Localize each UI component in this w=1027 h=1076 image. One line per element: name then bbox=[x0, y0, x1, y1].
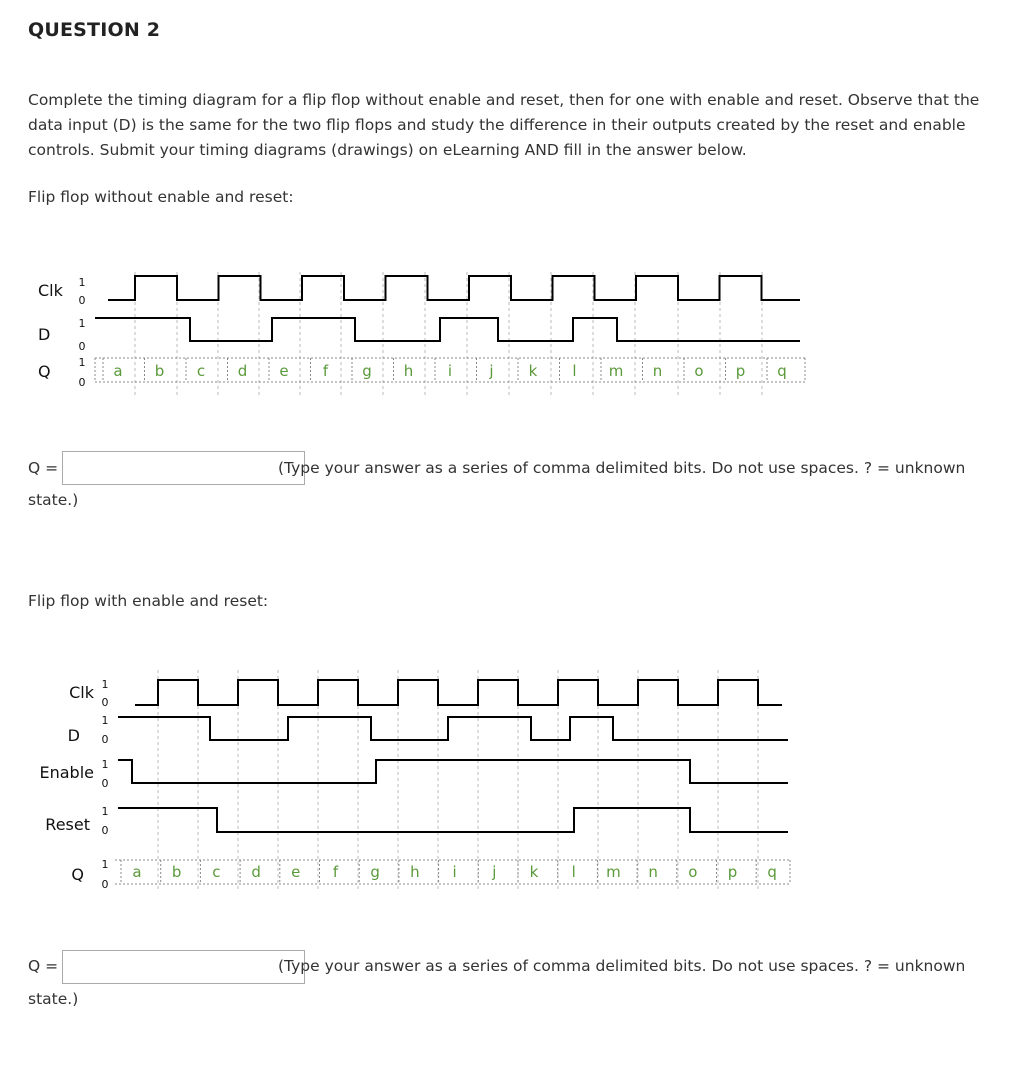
q2-answer-input[interactable] bbox=[62, 950, 305, 984]
d2-level-high: 1 bbox=[101, 714, 109, 727]
d1-slot-label: i bbox=[447, 362, 453, 380]
d2-slot-label: g bbox=[370, 863, 380, 881]
d2-slot-label: m bbox=[606, 863, 621, 881]
d2-labels bbox=[40, 678, 777, 891]
q1-answer-label: Q = bbox=[28, 459, 59, 477]
q2-answer-hint: (Type your answer as a series of comma delimited bits. Do not use spaces. ? = unknown bbox=[278, 957, 966, 975]
d1-level-high: 1 bbox=[78, 356, 86, 369]
d1-d-label: D bbox=[38, 325, 51, 344]
d2-reset-label: Reset bbox=[45, 815, 90, 834]
d1-slot-label: c bbox=[196, 362, 206, 380]
d1-slot-label: q bbox=[777, 362, 787, 380]
d1-slot-label: e bbox=[279, 362, 289, 380]
d1-clk-label: Clk bbox=[38, 281, 63, 300]
d1-slot-label: h bbox=[403, 362, 414, 380]
q1-answer-hint: (Type your answer as a series of comma delimited bits. Do not use spaces. ? = unknown bbox=[278, 459, 966, 477]
d2-clk-trace bbox=[135, 680, 782, 705]
d1-slot-label: b bbox=[154, 362, 165, 380]
d2-level-low: 0 bbox=[101, 777, 109, 790]
d1-slot-label: a bbox=[113, 362, 123, 380]
d1-slot-label: g bbox=[362, 362, 372, 380]
question-instructions: Complete the timing diagram for a flip flop without enable and reset, then for one with enable and reset. Observe that the data input (D) is the same for the two flip flops and study the difference in their outputs created by the reset and enable controls. Submit your timing diagrams (drawings) on eLearning AND fill in the answer below. bbox=[28, 91, 980, 159]
d2-d-label: D bbox=[67, 726, 80, 745]
d2-slot-label: d bbox=[251, 863, 261, 881]
d2-level-low: 0 bbox=[101, 824, 109, 837]
d2-traces bbox=[118, 680, 788, 832]
d2-slot-label: q bbox=[767, 863, 777, 881]
d1-slot-label: f bbox=[322, 362, 329, 380]
d1-level-low: 0 bbox=[78, 376, 86, 389]
d1-grid bbox=[95, 272, 805, 398]
d1-slot-label: d bbox=[237, 362, 248, 380]
d1-traces bbox=[95, 276, 800, 341]
d1-d-trace bbox=[95, 318, 800, 341]
d2-slot-label: a bbox=[132, 863, 142, 881]
d2-slot-label: b bbox=[171, 863, 182, 881]
d2-slot-label: n bbox=[648, 863, 658, 881]
d2-slot-label: i bbox=[452, 863, 457, 881]
d2-slot-label: e bbox=[291, 863, 301, 881]
d1-slot-label: k bbox=[528, 362, 538, 380]
d2-level-high: 1 bbox=[101, 678, 109, 691]
d2-level-high: 1 bbox=[101, 858, 109, 871]
d1-clk-trace bbox=[108, 276, 800, 300]
q2-answer-label: Q = bbox=[28, 957, 59, 975]
d2-level-low: 0 bbox=[101, 733, 109, 746]
flipflop2-label: Flip flop with enable and reset: bbox=[28, 592, 269, 610]
d1-slot-label: p bbox=[735, 362, 746, 380]
d1-level-low: 0 bbox=[78, 294, 86, 307]
d2-slot-label: k bbox=[529, 863, 539, 881]
d2-slot-label: j bbox=[492, 863, 497, 881]
question-title: QUESTION 2 bbox=[28, 19, 161, 41]
d1-level-high: 1 bbox=[78, 276, 86, 289]
d2-level-low: 0 bbox=[101, 878, 109, 891]
d2-slot-label: p bbox=[727, 863, 738, 881]
d2-slot-label: c bbox=[212, 863, 221, 881]
d2-d-trace bbox=[118, 717, 788, 740]
d1-q-label: Q bbox=[38, 362, 51, 381]
flipflop1-label: Flip flop without enable and reset: bbox=[28, 188, 294, 206]
d2-clk-label: Clk bbox=[69, 683, 94, 702]
d2-grid bbox=[115, 670, 790, 890]
q2-answer-hint-cont: state.) bbox=[28, 990, 79, 1008]
q1-answer-input[interactable] bbox=[62, 451, 305, 485]
d1-slot-label: n bbox=[652, 362, 663, 380]
d1-slot-label: m bbox=[608, 362, 624, 380]
d1-level-low: 0 bbox=[78, 340, 86, 353]
d2-slot-label: o bbox=[688, 863, 698, 881]
d1-level-high: 1 bbox=[78, 317, 86, 330]
d2-slot-label: l bbox=[571, 863, 576, 881]
d1-slot-label: o bbox=[694, 362, 704, 380]
d2-q-label: Q bbox=[71, 865, 84, 884]
d2-level-high: 1 bbox=[101, 805, 109, 818]
d1-slot-label: j bbox=[489, 362, 494, 380]
d2-slot-label: h bbox=[410, 863, 420, 881]
d2-level-high: 1 bbox=[101, 758, 109, 771]
d2-level-low: 0 bbox=[101, 696, 109, 709]
d2-slot-label: f bbox=[332, 863, 339, 881]
d1-slot-label: l bbox=[572, 362, 577, 380]
d2-enable-label: Enable bbox=[39, 763, 94, 782]
d2-reset-trace bbox=[118, 808, 788, 832]
q1-answer-hint-cont: state.) bbox=[28, 491, 79, 509]
d2-enable-trace bbox=[118, 760, 788, 783]
d1-labels bbox=[38, 276, 787, 389]
